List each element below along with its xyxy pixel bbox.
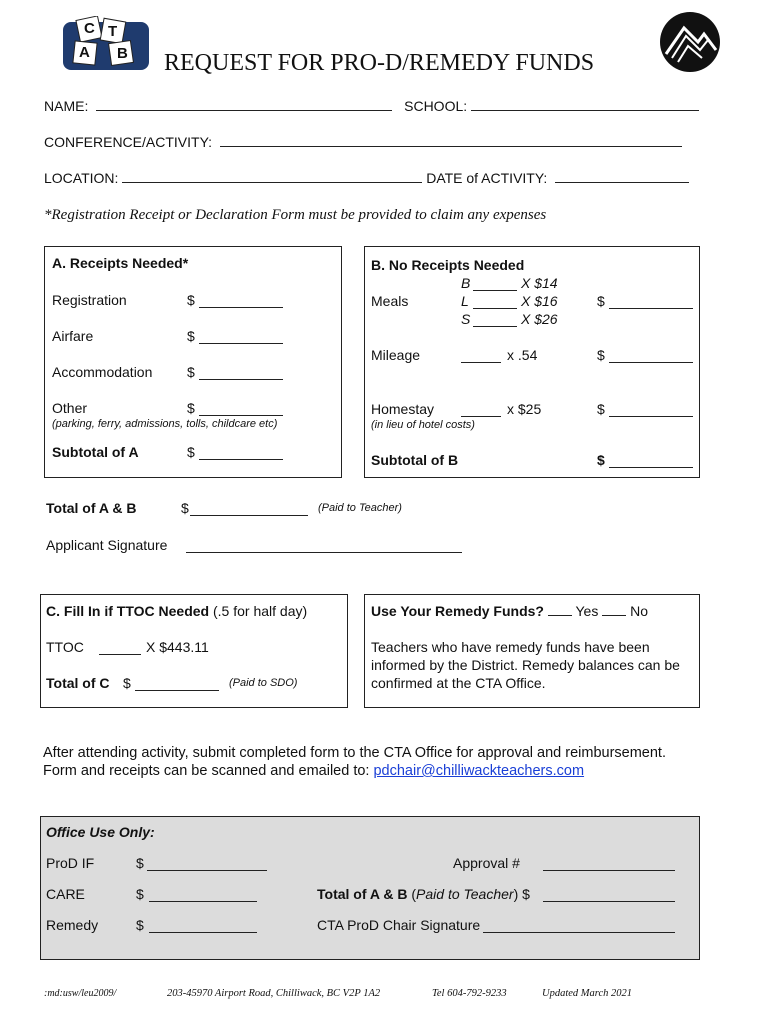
- other-field[interactable]: [199, 403, 283, 416]
- section-a-title: A. Receipts Needed*: [52, 255, 189, 271]
- care-currency: $: [136, 886, 144, 902]
- meal-l-code: L: [461, 293, 469, 309]
- email-link[interactable]: pdchair@chilliwackteachers.com: [373, 763, 585, 779]
- total-c-note: (Paid to SDO): [229, 677, 298, 689]
- prod-field[interactable]: [147, 858, 267, 871]
- remedy-yes-label: Yes: [575, 603, 599, 619]
- total-c-currency: $: [123, 675, 131, 691]
- footer-tel: Tel 604-792-9233: [432, 988, 507, 999]
- section-c-heading: [46, 603, 307, 619]
- office-total-paid: Paid to Teacher: [416, 886, 514, 902]
- logo-letter-3: A: [79, 44, 90, 61]
- meal-l-rate: X $16: [521, 293, 558, 309]
- footer-address: 203-45970 Airport Road, Chilliwack, BC V2P 1A2: [167, 988, 381, 999]
- remedy-office-label: Remedy: [46, 917, 99, 933]
- conference-row: [44, 134, 682, 150]
- homestay-field[interactable]: [461, 404, 501, 417]
- section-c-box: [40, 594, 348, 708]
- mileage-total-field[interactable]: [609, 350, 693, 363]
- remedy-no-field[interactable]: [602, 603, 626, 616]
- subtotal-b-currency: $: [597, 452, 605, 468]
- ttoc-rate: X $443.11: [146, 639, 209, 655]
- meal-l-field[interactable]: [473, 296, 517, 309]
- remedy-question: Use Your Remedy Funds?: [371, 603, 544, 619]
- approval-field[interactable]: [543, 858, 675, 871]
- footer-updated: Updated March 2021: [542, 988, 633, 999]
- other-currency: $: [187, 400, 195, 416]
- subtotal-b-label: Subtotal of B: [371, 452, 459, 468]
- instructions-line1: After attending activity, submit completed form to the CTA Office for approval and reimbursement.: [43, 745, 666, 761]
- cta-logo: [62, 16, 150, 72]
- meal-s-field[interactable]: [473, 314, 517, 327]
- subtotal-a-label: Subtotal of A: [52, 444, 139, 460]
- total-c-field[interactable]: [135, 678, 219, 691]
- registration-currency: $: [187, 292, 195, 308]
- registration-label: Registration: [52, 292, 127, 308]
- prod-label: ProD IF: [46, 855, 95, 871]
- accommodation-field[interactable]: [199, 367, 283, 380]
- receipt-notice: *Registration Receipt or Declaration Form must be provided to claim any expenses: [44, 207, 547, 223]
- date-label: DATE of ACTIVITY:: [426, 170, 548, 186]
- homestay-note: (in lieu of hotel costs): [371, 419, 475, 431]
- total-c-label: Total of C: [46, 675, 110, 691]
- care-field[interactable]: [149, 889, 257, 902]
- homestay-rate: x $25: [507, 401, 542, 417]
- approval-label: Approval #: [453, 855, 520, 871]
- subtotal-a-currency: $: [187, 444, 195, 460]
- section-b-title: B. No Receipts Needed: [371, 257, 525, 273]
- office-title: Office Use Only:: [46, 824, 155, 840]
- location-field[interactable]: [122, 170, 422, 183]
- total-ab-currency: $: [181, 500, 189, 516]
- accommodation-label: Accommodation: [52, 364, 153, 380]
- total-ab-field[interactable]: [190, 503, 308, 516]
- section-c-title-note: (.5 for half day): [212, 603, 308, 619]
- office-total-field[interactable]: [543, 889, 675, 902]
- logo-letter-4: B: [117, 45, 128, 62]
- mileage-label: Mileage: [371, 347, 421, 363]
- meals-label: Meals: [371, 293, 409, 309]
- instructions-line2: [43, 763, 584, 779]
- mileage-field[interactable]: [461, 350, 501, 363]
- other-label: Other: [52, 400, 88, 416]
- remedy-no-label: No: [630, 603, 649, 619]
- homestay-label: Homestay: [371, 401, 435, 417]
- name-label: NAME:: [44, 98, 89, 114]
- school-label: SCHOOL:: [404, 98, 468, 114]
- logo-letter-2: T: [108, 23, 118, 40]
- date-field[interactable]: [555, 170, 689, 183]
- footer-code: :md:usw/leu2009/: [44, 988, 117, 999]
- office-total-label: Total of A & B: [317, 886, 408, 902]
- mileage-currency: $: [597, 347, 605, 363]
- meal-s-code: S: [461, 311, 471, 327]
- remedy-yes-field[interactable]: [548, 603, 572, 616]
- chair-signature-field[interactable]: [483, 920, 675, 933]
- meals-currency: $: [597, 293, 605, 309]
- airfare-currency: $: [187, 328, 195, 344]
- chair-signature-label: CTA ProD Chair Signature: [317, 917, 481, 933]
- remedy-office-currency: $: [136, 917, 144, 933]
- mileage-rate: x .54: [507, 347, 538, 363]
- conference-field[interactable]: [220, 134, 682, 147]
- subtotal-a-field[interactable]: [199, 447, 283, 460]
- name-field[interactable]: [96, 98, 392, 111]
- airfare-field[interactable]: [199, 331, 283, 344]
- meal-b-rate: X $14: [521, 275, 558, 291]
- signature-field[interactable]: [186, 540, 462, 553]
- instructions-line2-prefix: Form and receipts can be scanned and emailed to:: [43, 763, 374, 779]
- office-use-box: [40, 816, 700, 960]
- other-note: (parking, ferry, admissions, tolls, childcare etc): [52, 418, 278, 430]
- remedy-question-row: [371, 603, 648, 619]
- meal-b-code: B: [461, 275, 471, 291]
- remedy-office-field[interactable]: [149, 920, 257, 933]
- location-row: [44, 170, 689, 186]
- care-label: CARE: [46, 886, 85, 902]
- prod-currency: $: [136, 855, 144, 871]
- meal-s-rate: X $26: [521, 311, 558, 327]
- section-a-box: [44, 246, 342, 478]
- school-field[interactable]: [471, 98, 699, 111]
- office-total-paren-open: (: [411, 886, 417, 902]
- section-c-title: C. Fill In if TTOC Needed: [46, 603, 210, 619]
- registration-field[interactable]: [199, 295, 283, 308]
- ttoc-label: TTOC: [46, 639, 84, 655]
- conference-label: CONFERENCE/ACTIVITY:: [44, 134, 213, 150]
- page-title: REQUEST FOR PRO-D/REMEDY FUNDS: [164, 50, 595, 76]
- office-total-paren-close: ) $: [513, 886, 530, 902]
- subtotal-b-field[interactable]: [609, 455, 693, 468]
- total-ab-note: (Paid to Teacher): [318, 502, 402, 514]
- homestay-currency: $: [597, 401, 605, 417]
- logo-letter-1: C: [84, 20, 95, 37]
- section-b-box: [364, 246, 700, 478]
- mountain-logo-icon: [658, 10, 722, 74]
- meals-total-field[interactable]: [609, 296, 693, 309]
- signature-label: Applicant Signature: [46, 537, 168, 553]
- name-row: [44, 98, 699, 114]
- total-ab-label: Total of A & B: [46, 500, 137, 516]
- office-total-row: [317, 886, 530, 902]
- location-label: LOCATION:: [44, 170, 119, 186]
- remedy-info: Teachers who have remedy funds have been informed by the District. Remedy balances can be confirmed at the CTA Office.: [371, 639, 680, 691]
- ttoc-field[interactable]: [99, 642, 141, 655]
- homestay-total-field[interactable]: [609, 404, 693, 417]
- accommodation-currency: $: [187, 364, 195, 380]
- meal-b-field[interactable]: [473, 278, 517, 291]
- airfare-label: Airfare: [52, 328, 94, 344]
- remedy-box: [364, 594, 700, 708]
